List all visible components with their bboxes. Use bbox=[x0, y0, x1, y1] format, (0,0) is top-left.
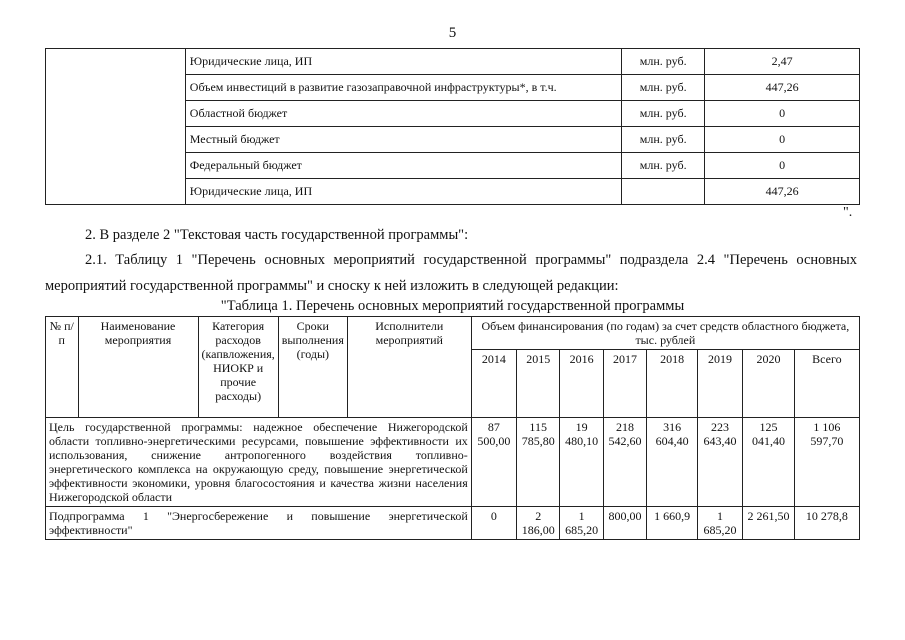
indicator-name: Областной бюджет bbox=[185, 101, 621, 127]
funding-value: 115 785,80 bbox=[516, 418, 559, 507]
year-header: 2019 bbox=[697, 350, 742, 418]
indicator-row bbox=[46, 49, 860, 75]
indicator-name: Юридические лица, ИП bbox=[185, 49, 621, 75]
main-activities-table bbox=[45, 316, 860, 540]
indicator-unit: млн. руб. bbox=[622, 75, 705, 101]
year-header: 2015 bbox=[516, 350, 559, 418]
indicator-name: Федеральный бюджет bbox=[185, 153, 621, 179]
year-header: 2017 bbox=[603, 350, 646, 418]
year-header: 2014 bbox=[471, 350, 516, 418]
indicator-value: 2,47 bbox=[705, 49, 860, 75]
funding-value: 1 106 597,70 bbox=[794, 418, 859, 507]
header-funding: Объем финансирования (по годам) за счет средств областного бюджета, тыс. рублей bbox=[471, 317, 859, 350]
indicator-value: 447,26 bbox=[705, 75, 860, 101]
indicator-name: Местный бюджет bbox=[185, 127, 621, 153]
subprogram-row bbox=[46, 507, 860, 540]
indicator-unit: млн. руб. bbox=[622, 49, 705, 75]
indicator-name: Юридические лица, ИП bbox=[185, 179, 621, 205]
closing-quote: ". bbox=[843, 205, 853, 220]
table-caption: "Таблица 1. Перечень основных мероприятий государственной программы bbox=[220, 298, 685, 314]
main-table-body bbox=[46, 418, 860, 540]
funding-value: 1 685,20 bbox=[560, 507, 603, 540]
year-header: 2016 bbox=[560, 350, 603, 418]
indicator-unit: млн. руб. bbox=[622, 153, 705, 179]
year-header: 2020 bbox=[743, 350, 795, 418]
subprogram-title: Подпрограмма 1 "Энергосбережение и повышение энергетической эффективности" bbox=[46, 507, 472, 540]
funding-value: 0 bbox=[471, 507, 516, 540]
funding-value: 1 660,9 bbox=[647, 507, 698, 540]
indicator-value: 447,26 bbox=[705, 179, 860, 205]
year-header: 2018 bbox=[647, 350, 698, 418]
indicators-table bbox=[45, 48, 860, 205]
header-activity-name: Наименование мероприятия bbox=[78, 317, 198, 418]
indicator-unit: млн. руб. bbox=[622, 101, 705, 127]
header-executors: Исполнители мероприятий bbox=[347, 317, 471, 418]
indicator-unit: млн. руб. bbox=[622, 127, 705, 153]
table-1-instruction-paragraph: 2.1. Таблицу 1 "Перечень основных мероприятий государственной программы" подраздела 2.4 "Перечень основных мероприятий государственной программы" и сноску к ней изложить в следующей редакции: bbox=[45, 252, 857, 294]
indicator-value: 0 bbox=[705, 127, 860, 153]
funding-value: 2 186,00 bbox=[516, 507, 559, 540]
indicator-blank-cell bbox=[46, 49, 186, 205]
funding-value: 223 643,40 bbox=[697, 418, 742, 507]
indicator-unit bbox=[622, 179, 705, 205]
program-goal-row bbox=[46, 418, 860, 507]
section-2-paragraph: 2. В разделе 2 "Текстовая часть государственной программы": bbox=[85, 227, 469, 243]
header-number: № п/п bbox=[46, 317, 79, 418]
program-goal-text: Цель государственной программы: надежное обеспечение Нижегородской области топливно-энергетическими ресурсами, повышение эффективности их использования, снижение антропогенного воздействия топливно-энергетического комплекса на окружающую среду, повышение энергетической эффективности экономики, уровня благосостояния и качества жизни населения Нижегородской области bbox=[46, 418, 472, 507]
main-table-head bbox=[46, 317, 860, 418]
header-terms: Сроки выполнения (годы) bbox=[278, 317, 347, 418]
funding-value: 2 261,50 bbox=[743, 507, 795, 540]
indicators-table-body bbox=[46, 49, 860, 205]
header-expense-category: Категория расходов (капвложения, НИОКР и прочие расходы) bbox=[198, 317, 278, 418]
funding-value: 19 480,10 bbox=[560, 418, 603, 507]
funding-value: 316 604,40 bbox=[647, 418, 698, 507]
indicator-value: 0 bbox=[705, 101, 860, 127]
funding-value: 1 685,20 bbox=[697, 507, 742, 540]
funding-value: 800,00 bbox=[603, 507, 646, 540]
year-header: Всего bbox=[794, 350, 859, 418]
funding-value: 125 041,40 bbox=[743, 418, 795, 507]
funding-value: 10 278,8 bbox=[794, 507, 859, 540]
funding-value: 87 500,00 bbox=[471, 418, 516, 507]
indicator-name: Объем инвестиций в развитие газозаправочной инфраструктуры*, в т.ч. bbox=[185, 75, 621, 101]
indicator-value: 0 bbox=[705, 153, 860, 179]
page-number: 5 bbox=[448, 25, 457, 41]
funding-value: 218 542,60 bbox=[603, 418, 646, 507]
